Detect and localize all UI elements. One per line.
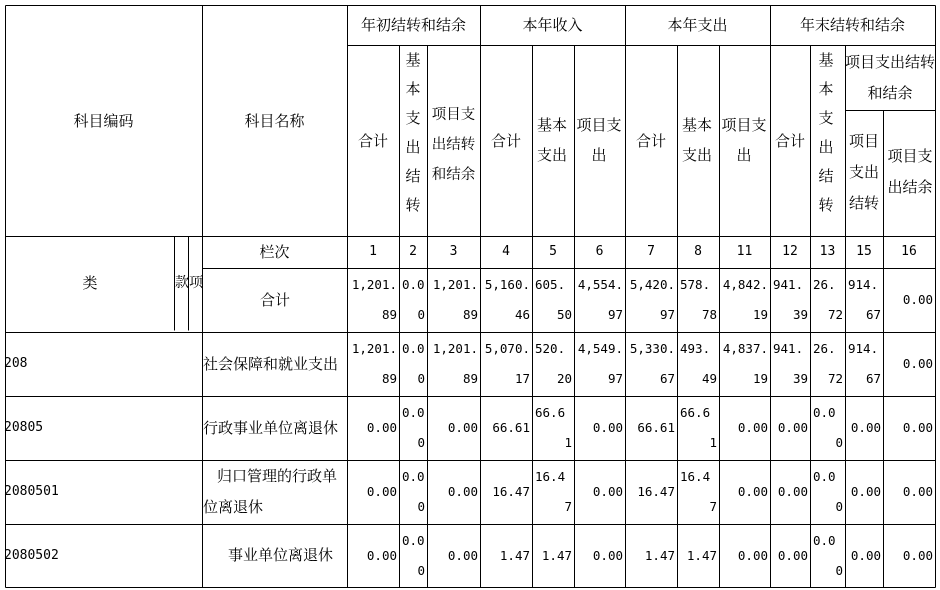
value-line-2: 50 (556, 307, 572, 322)
value-line-2: 0 (835, 435, 843, 450)
value-cell (845, 524, 881, 587)
value-line-2: 0 (835, 499, 843, 514)
value-cell (810, 524, 843, 587)
value-cell (625, 332, 675, 396)
value-line-2: 0 (417, 563, 425, 578)
header-group-expense: 本年支出 (667, 16, 728, 34)
value-line-1: 66.6 (680, 405, 711, 420)
value-line-1: 5,420. (629, 277, 675, 292)
value-line-1: 520. (535, 341, 566, 356)
value-cell (810, 332, 843, 396)
value-line-1: 1,201. (351, 277, 397, 292)
value-line-2: 0.00 (447, 420, 478, 435)
row-name: 归口管理的行政单位离退休 (203, 467, 338, 516)
value-cell (677, 524, 717, 587)
column-number: 16 (901, 244, 917, 259)
value-line-2: 67 (865, 371, 881, 386)
value-line-1: 0.0 (813, 533, 836, 548)
header-opening-basic: 基本支出结转 (405, 51, 421, 214)
value-cell (347, 268, 397, 332)
value-cell (399, 268, 425, 332)
header-subject-name: 科目名称 (244, 111, 305, 130)
value-cell (574, 268, 623, 332)
value-cell (399, 332, 425, 396)
value-cell (845, 460, 881, 524)
value-line-2: 0.00 (902, 420, 933, 435)
value-line-2: 0.00 (737, 547, 768, 563)
column-numbers-label: 栏次 (259, 243, 290, 261)
value-line-1: 5,330. (629, 341, 675, 356)
value-line-2: 0.00 (366, 420, 397, 435)
value-line-1: 0.0 (402, 277, 425, 292)
value-line-2: 89 (462, 307, 478, 322)
value-line-2: 0.00 (850, 484, 881, 499)
value-cell (399, 524, 425, 587)
header-closing-project-carry: 项目支出结转 (848, 132, 879, 212)
value-line-2: 0 (417, 499, 425, 514)
value-line-1: 4,554. (577, 277, 623, 292)
column-number: 6 (595, 244, 604, 259)
value-line-1: 16.4 (680, 469, 711, 484)
value-cell (532, 396, 572, 460)
value-cell (399, 396, 425, 460)
value-line-1: 4,837. (722, 341, 768, 356)
header-closing-basic: 基本支出结转 (818, 51, 834, 214)
value-line-2: 97 (607, 371, 623, 386)
value-line-2: 1.47 (686, 547, 717, 563)
value-line-2: 0.00 (902, 356, 933, 371)
value-line-1: 605. (535, 277, 566, 292)
value-cell (480, 268, 530, 332)
value-cell (625, 396, 675, 460)
value-line-2: 0.00 (737, 420, 768, 435)
value-cell (677, 332, 717, 396)
header-expense-total: 合计 (635, 131, 666, 150)
value-line-2: 67 (865, 307, 881, 322)
column-number: 5 (549, 244, 557, 259)
header-group-income: 本年收入 (522, 16, 583, 34)
value-cell (480, 332, 530, 396)
value-line-2: 7 (709, 499, 717, 514)
value-line-2: 66.61 (492, 420, 530, 435)
value-cell (719, 460, 768, 524)
value-cell (532, 460, 572, 524)
value-line-2: 0.00 (777, 547, 808, 563)
value-line-1: 493. (680, 341, 711, 356)
value-line-2: 19 (752, 371, 768, 386)
value-line-2: 97 (659, 307, 675, 322)
value-line-1: 1,201. (432, 277, 478, 292)
value-line-1: 0.0 (402, 405, 425, 420)
value-line-2: 46 (514, 307, 530, 322)
value-line-2: 39 (792, 371, 808, 386)
column-number: 8 (694, 244, 702, 259)
value-cell (719, 396, 768, 460)
value-line-2: 67 (659, 371, 675, 386)
value-cell (427, 396, 478, 460)
value-cell (347, 460, 397, 524)
value-cell (347, 332, 397, 396)
column-number: 15 (856, 244, 872, 259)
value-cell (883, 396, 933, 460)
header-closing-project-balance: 项目支出结余 (887, 147, 933, 196)
value-line-2: 0.00 (850, 420, 881, 435)
value-cell (810, 396, 843, 460)
value-line-2: 0.00 (592, 547, 623, 563)
header-category-lei: 类 (82, 274, 98, 292)
column-number: 11 (736, 244, 753, 259)
row-name: 行政事业单位离退休 (203, 418, 339, 437)
row-name: 合计 (259, 290, 290, 309)
value-line-2: 16.47 (492, 484, 530, 499)
column-number: 2 (409, 244, 417, 259)
value-cell (770, 332, 808, 396)
row-name: 事业单位离退休 (227, 546, 333, 564)
header-opening-total: 合计 (357, 131, 388, 150)
value-line-2: 49 (701, 371, 717, 386)
value-cell (427, 460, 478, 524)
value-line-1: 1,201. (432, 341, 478, 356)
value-line-2: 72 (827, 307, 843, 322)
value-line-1: 4,842. (722, 277, 768, 292)
value-cell (574, 396, 623, 460)
value-cell (532, 332, 572, 396)
value-cell (770, 396, 808, 460)
value-line-1: 0.0 (813, 469, 836, 484)
value-line-1: 5,160. (484, 277, 530, 292)
header-expense-project: 项目支出 (721, 116, 767, 164)
value-line-2: 0.00 (777, 420, 808, 435)
value-cell (347, 396, 397, 460)
value-line-1: 0.0 (402, 341, 425, 356)
column-number: 12 (782, 244, 798, 259)
value-line-2: 1.47 (644, 547, 675, 563)
value-line-1: 578. (680, 277, 711, 292)
value-line-1: 914. (848, 277, 879, 292)
value-line-1: 66.6 (535, 405, 566, 420)
column-number: 13 (819, 244, 836, 259)
value-cell (845, 332, 881, 396)
value-line-2: 39 (792, 307, 808, 322)
value-line-1: 4,549. (577, 341, 623, 356)
value-line-1: 941. (773, 341, 804, 356)
value-cell (883, 332, 933, 396)
value-line-2: 0 (835, 563, 843, 578)
value-cell (574, 524, 623, 587)
value-line-2: 89 (381, 307, 397, 322)
row-code: 2080501 (4, 484, 59, 499)
value-line-2: 19 (752, 307, 768, 322)
value-line-1: 0.0 (402, 469, 425, 484)
row-code: 208 (4, 356, 28, 371)
row-code: 2080502 (4, 548, 59, 563)
value-line-2: 89 (381, 371, 397, 386)
value-cell (625, 460, 675, 524)
column-number: 4 (502, 244, 510, 259)
value-line-2: 0.00 (902, 484, 933, 499)
header-group-opening: 年初结转和结余 (360, 16, 466, 34)
value-line-1: 941. (773, 277, 804, 292)
value-cell (625, 268, 675, 332)
value-cell (427, 268, 478, 332)
value-cell (810, 268, 843, 332)
value-line-1: 0.0 (402, 533, 425, 548)
value-line-1: 26. (813, 341, 836, 356)
value-cell (770, 460, 808, 524)
value-cell (347, 524, 397, 587)
value-line-2: 0.00 (447, 484, 478, 499)
value-cell (677, 460, 717, 524)
value-line-2: 0.00 (902, 292, 933, 307)
value-line-1: 5,070. (484, 341, 530, 356)
value-cell (883, 268, 933, 332)
value-line-2: 7 (564, 499, 572, 514)
value-cell (770, 524, 808, 587)
value-cell (677, 268, 717, 332)
header-income-total: 合计 (490, 131, 521, 150)
value-cell (719, 268, 768, 332)
value-cell (677, 396, 717, 460)
value-cell (574, 332, 623, 396)
value-line-2: 17 (514, 371, 530, 386)
value-cell (574, 460, 623, 524)
value-cell (427, 332, 478, 396)
value-line-2: 0.00 (850, 547, 881, 563)
column-number: 3 (449, 244, 458, 259)
value-line-2: 0 (417, 307, 425, 322)
value-cell (532, 268, 572, 332)
header-closing-total: 合计 (774, 131, 805, 150)
value-cell (883, 524, 933, 587)
value-line-2: 0.00 (447, 547, 478, 563)
value-cell (845, 268, 881, 332)
column-number: 1 (369, 244, 377, 259)
value-cell (427, 524, 478, 587)
value-line-2: 0.00 (592, 420, 623, 435)
value-line-2: 1 (564, 435, 572, 450)
value-line-2: 97 (607, 307, 623, 322)
value-cell (480, 396, 530, 460)
header-income-basic: 基本支出 (536, 116, 567, 164)
value-line-1: 1,201. (351, 341, 397, 356)
value-cell (883, 460, 933, 524)
value-cell (845, 396, 881, 460)
value-line-2: 0.00 (366, 547, 397, 563)
header-subject-code: 科目编码 (73, 111, 134, 130)
header-closing-project-group: 项目支出结转和结余 (845, 53, 936, 102)
value-line-1: 26. (813, 277, 836, 292)
value-cell (532, 524, 572, 587)
header-opening-project: 项目支出结转和结余 (431, 107, 476, 183)
value-line-1: 0.0 (813, 405, 836, 420)
row-name: 社会保障和就业支出 (203, 354, 339, 373)
value-line-2: 0 (417, 371, 425, 386)
value-cell (625, 524, 675, 587)
value-line-2: 0.00 (737, 484, 768, 499)
value-line-2: 78 (701, 307, 717, 322)
value-line-2: 0.00 (777, 484, 808, 499)
value-line-2: 16.47 (637, 484, 675, 499)
value-cell (399, 460, 425, 524)
value-line-2: 1 (709, 435, 717, 450)
value-line-1: 914. (848, 341, 879, 356)
value-line-2: 1.47 (541, 547, 572, 563)
header-category-kuan: 款 (175, 275, 189, 291)
value-cell (719, 524, 768, 587)
value-cell (480, 460, 530, 524)
value-line-2: 0.00 (592, 484, 623, 499)
value-line-2: 1.47 (499, 547, 530, 563)
value-line-2: 72 (827, 371, 843, 386)
header-income-project: 项目支出 (576, 116, 622, 164)
value-cell (719, 332, 768, 396)
value-line-1: 16.4 (535, 469, 566, 484)
row-code: 20805 (4, 420, 44, 435)
header-group-closing: 年末结转和结余 (799, 16, 905, 34)
value-cell (480, 524, 530, 587)
header-expense-basic: 基本支出 (681, 116, 712, 164)
value-cell (810, 460, 843, 524)
value-line-2: 0 (417, 435, 425, 450)
value-line-2: 0.00 (902, 547, 933, 563)
value-line-2: 0.00 (366, 484, 397, 499)
value-line-2: 89 (462, 371, 478, 386)
value-cell (770, 268, 808, 332)
value-line-2: 66.61 (637, 420, 675, 435)
value-line-2: 20 (556, 371, 572, 386)
column-number: 7 (647, 244, 655, 259)
header-category-xiang: 项 (189, 275, 203, 291)
